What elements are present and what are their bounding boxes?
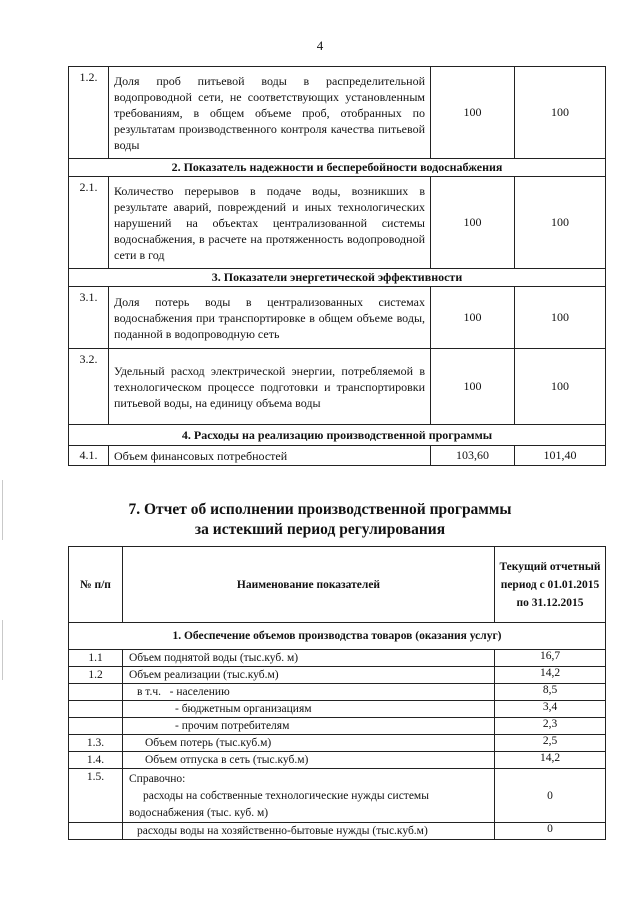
- row-value-fact: 100: [515, 177, 606, 269]
- row-value-fact: 100: [515, 349, 606, 425]
- table-row: [69, 349, 606, 425]
- row-number: 4.1.: [69, 446, 109, 466]
- section-row: [69, 269, 606, 287]
- indicators-table: [68, 66, 606, 466]
- row-value-plan: 100: [431, 177, 515, 269]
- row-number: 3.2.: [69, 349, 109, 425]
- row-number: 1.3.: [69, 735, 123, 752]
- row-name: Объем потерь (тыс.куб.м): [123, 735, 495, 752]
- row-number: 1.2: [69, 667, 123, 684]
- section-row: [69, 425, 606, 446]
- report-title-line1: 7. Отчет об исполнении производственной программы: [128, 501, 512, 518]
- header-period: Текущий отчетный период с 01.01.2015 по 31.12.2015: [495, 547, 606, 623]
- row-description: Удельный расход электрической энергии, потребляемой в технологическом процессе подготовки и транспортировки питьевой воды, на единицу объема воды: [109, 349, 431, 425]
- row-name: [123, 769, 495, 823]
- section-title: 2. Показатель надежности и бесперебойности водоснабжения: [69, 159, 606, 177]
- row-description: Доля потерь воды в централизованных системах водоснабжения при транспортировке в общем объеме воды, поданной в водопроводную сеть: [109, 287, 431, 349]
- table-row: [69, 67, 606, 159]
- row-name: Объем поднятой воды (тыс.куб. м): [123, 650, 495, 667]
- row-name: в т.ч. - населению: [123, 684, 495, 701]
- row-value: 14,2: [495, 667, 606, 684]
- row-number: 3.1.: [69, 287, 109, 349]
- table-row: [69, 769, 606, 823]
- row-value-fact: 100: [515, 287, 606, 349]
- report-title-line2: за истекший период регулирования: [194, 521, 446, 538]
- header-row: [69, 547, 606, 623]
- row-number: 1.4.: [69, 752, 123, 769]
- section-title: 4. Расходы на реализацию производственной программы: [69, 425, 606, 446]
- row-name: Объем реализации (тыс.куб.м): [123, 667, 495, 684]
- row-value-fact: 101,40: [515, 446, 606, 466]
- row-value-plan: 100: [431, 349, 515, 425]
- table-row: [69, 823, 606, 840]
- header-name: Наименование показателей: [123, 547, 495, 623]
- row-value: 16,7: [495, 650, 606, 667]
- row-number: 1.5.: [69, 769, 123, 823]
- report-title: [0, 500, 640, 540]
- reference-line1: расходы на собственные технологические нужды системы: [143, 790, 429, 802]
- row-number: 2.1.: [69, 177, 109, 269]
- table-row: [69, 701, 606, 718]
- row-name: - бюджетным организациям: [123, 701, 495, 718]
- row-value: 2,3: [495, 718, 606, 735]
- table-row: [69, 287, 606, 349]
- scan-edge-mark: [2, 620, 3, 680]
- row-value-plan: 103,60: [431, 446, 515, 466]
- header-num: № п/п: [69, 547, 123, 623]
- row-value-plan: 100: [431, 67, 515, 159]
- row-name: Объем отпуска в сеть (тыс.куб.м): [123, 752, 495, 769]
- section-row: [69, 159, 606, 177]
- row-value: 0: [495, 823, 606, 840]
- row-value-plan: 100: [431, 287, 515, 349]
- section-title: 1. Обеспечение объемов производства товаров (оказания услуг): [69, 623, 606, 650]
- row-number: 1.1: [69, 650, 123, 667]
- section-title: 3. Показатели энергетической эффективности: [69, 269, 606, 287]
- row-value: 3,4: [495, 701, 606, 718]
- reference-line2: водоснабжения (тыс. куб. м): [129, 807, 269, 819]
- row-value: 14,2: [495, 752, 606, 769]
- row-value-fact: 100: [515, 67, 606, 159]
- table-row: [69, 684, 606, 701]
- row-name: расходы воды на хозяйственно-бытовые нужды (тыс.куб.м): [123, 823, 495, 840]
- page-number: 4: [316, 38, 324, 53]
- table-row: [69, 718, 606, 735]
- table-row: [69, 667, 606, 684]
- row-description: Объем финансовых потребностей: [109, 446, 431, 466]
- row-name: - прочим потребителям: [123, 718, 495, 735]
- row-value: 8,5: [495, 684, 606, 701]
- table-row: [69, 735, 606, 752]
- row-number: 1.2.: [69, 67, 109, 159]
- table-row: [69, 752, 606, 769]
- table-row: [69, 446, 606, 466]
- table-row: [69, 177, 606, 269]
- report-table: [68, 546, 606, 840]
- section-row: [69, 623, 606, 650]
- row-value: 2,5: [495, 735, 606, 752]
- reference-label: Справочно:: [129, 773, 186, 785]
- row-value: 0: [495, 769, 606, 823]
- row-description: Количество перерывов в подаче воды, возникших в результате аварий, повреждений и иных технологических нарушений на объектах централизованной системы водоснабжения, в расчете на протяженность водопроводной сети в год: [109, 177, 431, 269]
- table-row: [69, 650, 606, 667]
- row-description: Доля проб питьевой воды в распределительной водопроводной сети, не соответствующих установленным требованиям, в общем объеме проб, отобранных по результатам производственного контроля качества питьевой воды: [109, 67, 431, 159]
